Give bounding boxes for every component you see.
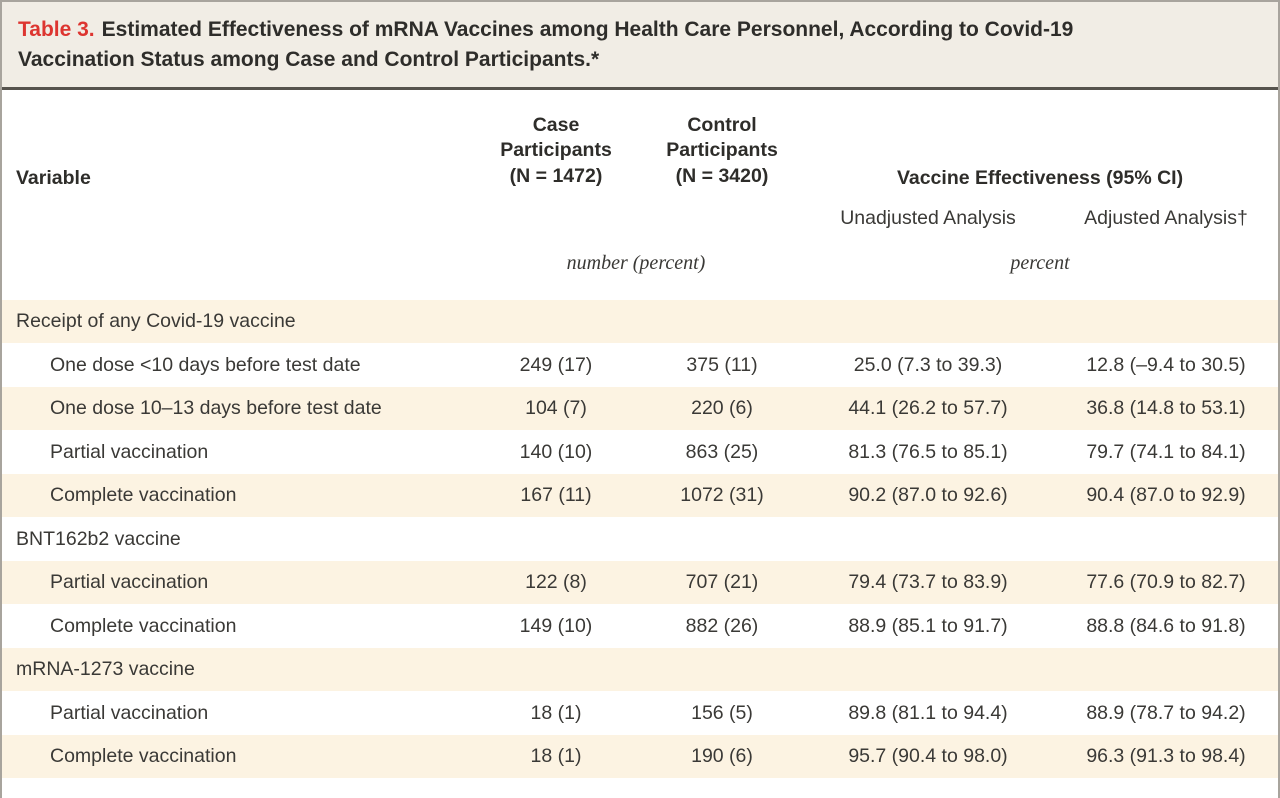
column-header-control-participants: [642, 90, 802, 202]
unadjusted-cell: [802, 517, 1054, 561]
table-header: [2, 90, 1278, 300]
table-row: [2, 691, 1278, 735]
case-header-count: (N = 1472): [509, 165, 603, 188]
column-header-case-participants: [470, 90, 642, 202]
table-title: [2, 2, 1278, 90]
control-header-line2: Participants: [666, 139, 778, 162]
case-cell: [470, 648, 642, 692]
effectiveness-table: [2, 90, 1278, 779]
header-row-main: [2, 90, 1278, 202]
control-cell: 882 (26): [685, 614, 759, 637]
table-row: [2, 343, 1278, 387]
control-cell: [642, 517, 802, 561]
section-row: [2, 517, 1278, 561]
adjusted-cell: 12.8 (–9.4 to 30.5): [1086, 353, 1246, 376]
unadjusted-cell: [802, 300, 1054, 344]
variable-cell: Complete vaccination: [50, 745, 237, 768]
table-row: [2, 604, 1278, 648]
adjusted-cell: 88.9 (78.7 to 94.2): [1086, 701, 1246, 724]
unadjusted-cell: 89.8 (81.1 to 94.4): [848, 701, 1008, 724]
unadjusted-cell: 79.4 (73.7 to 83.9): [848, 571, 1008, 594]
variable-cell: Receipt of any Covid-19 vaccine: [16, 310, 296, 333]
variable-cell: One dose 10–13 days before test date: [50, 397, 382, 420]
control-cell: 375 (11): [686, 353, 758, 376]
case-cell: [470, 300, 642, 344]
unadjusted-cell: 90.2 (87.0 to 92.6): [848, 484, 1008, 507]
unadjusted-cell: 25.0 (7.3 to 39.3): [853, 353, 1003, 376]
units-spacer: [2, 242, 470, 300]
unadjusted-cell: 88.9 (85.1 to 91.7): [848, 614, 1008, 637]
case-cell: 18 (1): [530, 745, 582, 768]
table-row: [2, 561, 1278, 605]
case-header-line1: Case: [532, 113, 580, 136]
header-row-units: [2, 242, 1278, 300]
variable-cell: Complete vaccination: [50, 484, 237, 507]
adjusted-cell: 88.8 (84.6 to 91.8): [1086, 614, 1246, 637]
table-number-label: Table 3.: [18, 18, 95, 41]
adjusted-cell: 96.3 (91.3 to 98.4): [1086, 745, 1246, 768]
adjusted-cell: 79.7 (74.1 to 84.1): [1086, 440, 1246, 463]
variable-cell: One dose <10 days before test date: [50, 353, 361, 376]
control-cell: 156 (5): [691, 701, 753, 724]
column-header-unadjusted-analysis: Unadjusted Analysis: [840, 207, 1016, 230]
table-row: [2, 474, 1278, 518]
variable-cell: mRNA-1273 vaccine: [16, 658, 195, 681]
case-cell: [470, 517, 642, 561]
table-body: [2, 300, 1278, 779]
unadjusted-cell: 95.7 (90.4 to 98.0): [848, 745, 1008, 768]
control-cell: 863 (25): [685, 440, 759, 463]
header-spacer: [2, 202, 802, 242]
control-header-line1: Control: [687, 113, 757, 136]
unadjusted-cell: 81.3 (76.5 to 85.1): [848, 440, 1008, 463]
column-header-vaccine-effectiveness: Vaccine Effectiveness (95% CI): [896, 166, 1184, 189]
variable-cell: Complete vaccination: [50, 614, 237, 637]
case-cell: 167 (11): [520, 484, 592, 507]
variable-cell: Partial vaccination: [50, 701, 209, 724]
case-header-line2: Participants: [500, 139, 612, 162]
section-row: [2, 300, 1278, 344]
adjusted-cell: [1054, 300, 1278, 344]
control-cell: 707 (21): [685, 571, 759, 594]
adjusted-cell: 90.4 (87.0 to 92.9): [1086, 484, 1246, 507]
control-cell: 1072 (31): [680, 484, 764, 507]
unadjusted-cell: 44.1 (26.2 to 57.7): [848, 397, 1008, 420]
table-row: [2, 387, 1278, 431]
control-cell: [642, 300, 802, 344]
case-cell: 18 (1): [530, 701, 582, 724]
adjusted-cell: [1054, 648, 1278, 692]
control-cell: 190 (6): [691, 745, 753, 768]
column-header-variable: Variable: [16, 166, 91, 189]
units-counts-label: number (percent): [566, 252, 706, 275]
variable-cell: Partial vaccination: [50, 571, 209, 594]
case-cell: 140 (10): [519, 440, 593, 463]
section-row: [2, 648, 1278, 692]
variable-cell: BNT162b2 vaccine: [16, 527, 181, 550]
table-row: [2, 430, 1278, 474]
control-cell: [642, 648, 802, 692]
units-effectiveness-label: percent: [1010, 252, 1070, 275]
column-header-adjusted-analysis: Adjusted Analysis†: [1084, 207, 1248, 230]
header-row-analysis: [2, 202, 1278, 242]
case-cell: 104 (7): [525, 397, 587, 420]
case-cell: 149 (10): [519, 614, 593, 637]
adjusted-cell: [1054, 517, 1278, 561]
variable-cell: Partial vaccination: [50, 440, 209, 463]
control-header-count: (N = 3420): [675, 165, 769, 188]
case-cell: 122 (8): [525, 571, 587, 594]
control-cell: 220 (6): [691, 397, 753, 420]
table-row: [2, 735, 1278, 779]
adjusted-cell: 36.8 (14.8 to 53.1): [1086, 397, 1246, 420]
table-title-text: Estimated Effectiveness of mRNA Vaccines among Health Care Personnel, According to Covid-19 Vaccination Status among Case and Control Participants.*: [18, 18, 1074, 72]
case-cell: 249 (17): [519, 353, 593, 376]
unadjusted-cell: [802, 648, 1054, 692]
adjusted-cell: 77.6 (70.9 to 82.7): [1086, 571, 1246, 594]
